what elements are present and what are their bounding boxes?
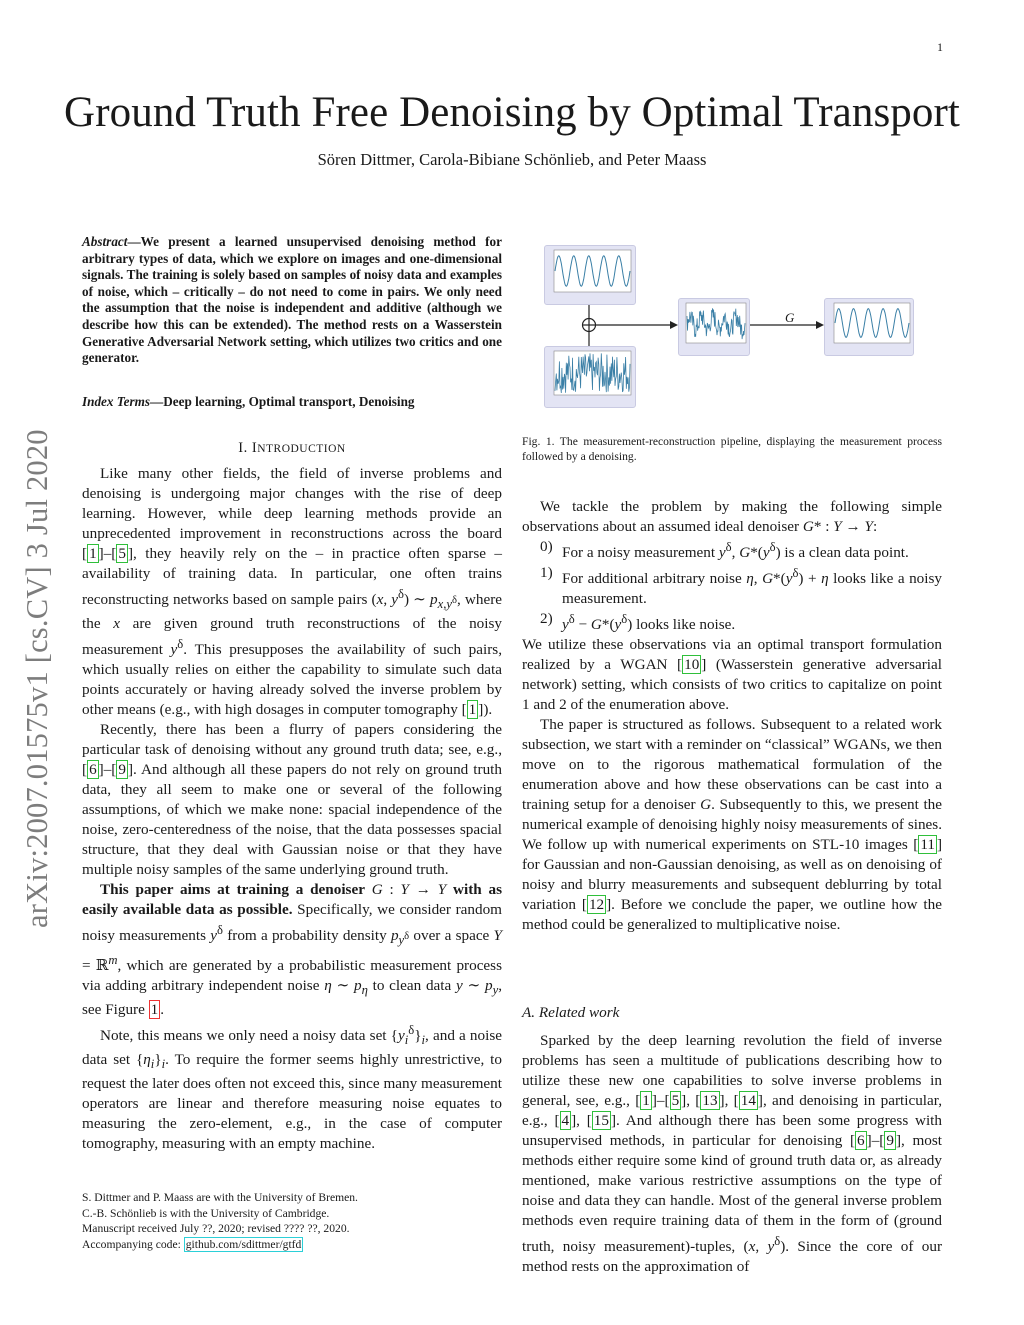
generator-label: G (785, 310, 795, 325)
noise-signal-plot (544, 346, 636, 408)
citation-link[interactable]: 6 (857, 1132, 865, 1149)
citation-link[interactable]: 5 (671, 1092, 680, 1109)
footnote-code (82, 1237, 502, 1253)
paragraph: We utilize these observations via an optimal transport formulation realized by a WGAN [ 10 ] (Wasserstein generative adversarial network) setting, which consists of two critics to capitalize on point 1 and 2 of the enumeration above. (522, 636, 942, 714)
figure-pipeline (522, 238, 942, 430)
right-column-text (522, 497, 942, 935)
introduction-text (82, 464, 502, 1154)
footnote-affiliation-1: S. Dittmer and P. Maass are with the University of Bremen. (82, 1191, 358, 1204)
citation-link[interactable]: 13 (702, 1092, 718, 1109)
paragraph: Note, this means we only need a noisy data set $\{y_i^\delta\}_i$, and a noise data set $\{\eta_i\}_i$. To require the former seems highly unrestrictive, to request the later does often not exceed this, since many measurement operators are linear and therefore measuring noise equates to measuring the zero-element, e.g., in the case of computer tomography, measuring with an empty machine. (82, 1023, 502, 1153)
authors: Sören Dittmer, Carola-Bibiane Schönlieb, and Peter Maass (317, 150, 707, 169)
paragraph: We tackle the problem by making the following simple observations about an assumed ideal denoiser G* : Y → Y: (522, 498, 942, 535)
paragraph: Sparked by the deep learning revolution the field of inverse problems has seen a multitude of publications describing how to utilize these new one capabilities to solve inverse problems in general, see, e.g., [ 1 ]–[ 5 ], [ 13 ], [ 14 ], and denoising in particular, e.g., [ 4 ], [ 15 ]. And although there has been some progress with unsupervised methods, in particular for denoising [ 6 ]–[ 9 ], most methods either require some kind of ground truth data or, as already mentioned, make various restrictive assumptions on the type of noise and data they can handle. Most of the general inverse problem methods even require training data of them in the form of (ground truth, noisy measurement)-tuples, (x, $y^\delta$). Since the core of our method rests on the approximation of (522, 1032, 942, 1276)
footnote-affiliation-2: C.-B. Schönlieb is with the University of Cambridge. (82, 1206, 330, 1220)
footnote-manuscript: Manuscript received July ??, 2020; revised ???? ??, 2020. (82, 1222, 350, 1235)
citation-link[interactable]: 5 (118, 545, 126, 562)
section-smallcaps: NTRODUCTION (257, 443, 346, 455)
citation-link[interactable]: 9 (118, 761, 126, 779)
citation-link[interactable]: 10 (684, 656, 700, 674)
citation-link[interactable]: 4 (561, 1112, 570, 1129)
index-terms (82, 394, 502, 411)
citation-link[interactable]: 14 (740, 1092, 756, 1109)
paper-title: Ground Truth Free Denoising by Optimal Transport (64, 89, 960, 136)
citation-link[interactable]: 11 (920, 836, 935, 854)
paragraph: This paper aims at training a denoiser G : Y → Y with as easily available data as possible. Specifically, we consider random noisy measurements $y^\delta$ from a probability density $p_{y^\delta}$ over a space Y = ℝ$^m$, which are generated by a probabilistic measurement process via adding arbitrary independent noise η ∼ $p_\eta$ to clean data y ∼ $p_y$, see Figure 1 . (82, 881, 503, 1019)
observations-list (522, 537, 942, 635)
paragraph: Recently, there has been a flurry of papers considering the particular task of denoising without any ground truth data; see, e.g., [ 6 ]–[ 9 ]. And although all these papers do not rely on ground truth data, they all seem to make one or several of the following assumptions, of which we make none: spacial independence of the noise, zero-centeredness of the noise, that the data possesses spacial structure, that they deal with Gaussian noise or that they have multiple noisy samples of the same underlying ground truth. (82, 721, 502, 879)
section-heading-introduction (82, 440, 502, 457)
section-number: I. (238, 440, 248, 456)
citation-link[interactable]: 6 (89, 761, 97, 779)
arxiv-stamp: arXiv:2007.01575v1 [cs.CV] 3 Jul 2020 (20, 429, 54, 928)
noisy-measurement-plot (678, 298, 750, 356)
citation-link[interactable]: 1 (89, 545, 97, 562)
paragraph: The paper is structured as follows. Subsequent to a related work subsection, we start with a reminder on “classical” WGANs, we then move on to the rigorous mathematical formulation of the enumeration above and how these observations can be cast into a training setup for a denoiser G. Subsequently to this, we present the numerical example of denoising highly noisy measurements of sines. We follow up with numerical experiments on STL-10 images [ 11 ] for Gaussian and non-Gaussian denoising, as well as on denoising of noisy and blurry measurements and subsequent deblurring by total variation [ 12 ]. Before we conclude the paper, we outline how the method could be generalized to multiplicative noise. (522, 716, 943, 934)
footnotes (82, 1190, 502, 1252)
related-work-section (522, 985, 942, 1277)
subsection-heading: A. Related work (522, 1004, 620, 1021)
section-first-letter: I (251, 440, 258, 456)
citation-link[interactable]: 15 (593, 1112, 609, 1129)
abstract-text: —We present a learned unsupervised denoising method for arbitrary types of data, which we explore on images and one-dimensional signals. The training is solely based on samples of noisy data and examples of noise, which – critically – do not need to come in pairs. We only need the assumption that the noise is independent and additive (although we describe how this can be extended). The method rests on a Wasserstein Generative Adversarial Network setting, which utilizes two critics and one generator. (82, 234, 502, 366)
figure-link[interactable]: 1 (150, 1001, 159, 1019)
footnote-code-prefix: Accompanying code: (82, 1237, 184, 1251)
clean-signal-plot (544, 245, 636, 305)
citation-link[interactable]: 12 (588, 896, 605, 914)
list-item: 1) For additional arbitrary noise η, $G*(y^\delta) + \eta$ looks like a noisy measurement. (540, 564, 943, 608)
citation-link[interactable]: 1 (468, 701, 477, 719)
abstract-label: Abstract (82, 234, 128, 249)
citation-link[interactable]: 1 (642, 1092, 650, 1109)
citation-link[interactable]: 9 (886, 1132, 894, 1149)
denoised-signal-plot (824, 298, 914, 356)
figure-caption: Fig. 1. The measurement-reconstruction pipeline, displaying the measurement process followed by a denoising. (522, 435, 942, 463)
list-item: 0) For a noisy measurement $y^\delta$, $G*(y^\delta)$ is a clean data point. (540, 538, 909, 562)
abstract (82, 234, 502, 367)
index-terms-text: —Deep learning, Optimal transport, Denoising (150, 394, 415, 409)
code-link[interactable]: github.com/sdittmer/gtfd (185, 1237, 302, 1251)
index-terms-label: Index Terms (82, 394, 151, 409)
list-item: 2) $y^\delta - G*(y^\delta)$ looks like noise. (540, 610, 736, 634)
page-number: 1 (937, 40, 943, 54)
paragraph: Like many other fields, the field of inverse problems and denoising is undergoing major changes with the rise of deep learning. However, while deep learning methods provide an unprecedented improvement in reconstructions across the board [ 1 ]–[ 5 ], they heavily rely on the – in practice often sparse – availability of training data. In particular, one often trains reconstructing networks based on sample pairs (x, $y^\delta$) ∼ $p_{x,y^\delta}$, where the x are given ground truth reconstructions of the noisy measurement $y^\delta$. This presupposes the availability of such pairs, which usually relies on either the capability to simulate such data points accurately or having already solved the inverse problem by other means (e.g., with high dosages in computer tomography [ 1 ]). (82, 465, 503, 719)
